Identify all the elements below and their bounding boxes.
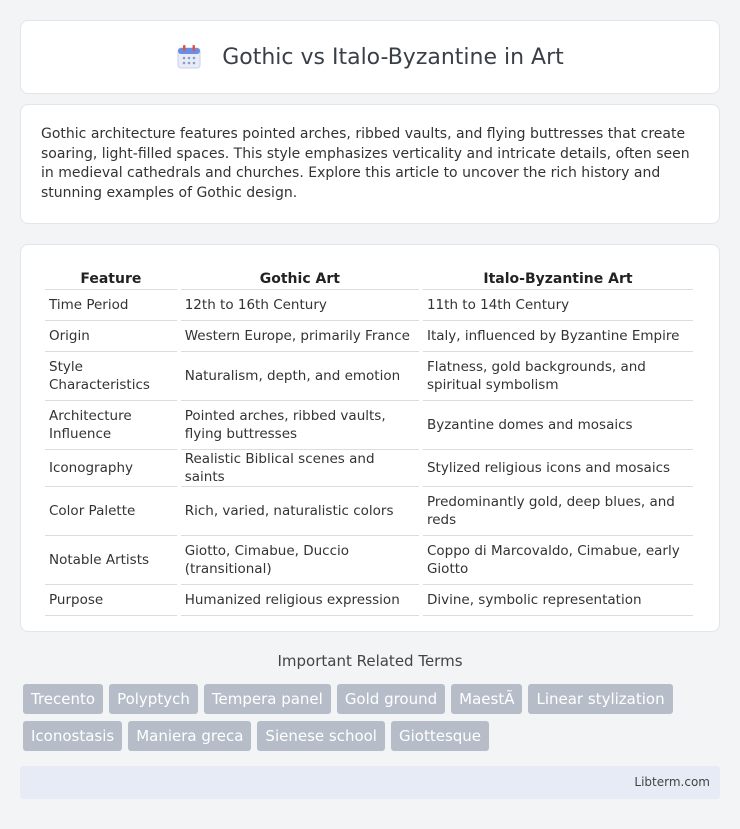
header-card bbox=[20, 20, 720, 94]
related-term-tag[interactable]: Linear stylization bbox=[528, 684, 672, 714]
table-cell: Stylized religious icons and mosaics bbox=[423, 450, 693, 487]
table-cell: Italy, influenced by Byzantine Empire bbox=[423, 321, 693, 352]
table-row bbox=[45, 536, 693, 585]
related-term-tag[interactable]: MaestÃ bbox=[451, 684, 522, 714]
table-row bbox=[45, 585, 693, 616]
table-cell: Color Palette bbox=[45, 487, 177, 536]
table-cell: Rich, varied, naturalistic colors bbox=[181, 487, 419, 536]
table-cell: Time Period bbox=[45, 290, 177, 321]
table-cell: 12th to 16th Century bbox=[181, 290, 419, 321]
related-term-tag[interactable]: Polyptych bbox=[109, 684, 198, 714]
related-term-tag[interactable]: Trecento bbox=[23, 684, 103, 714]
table-cell: Coppo di Marcovaldo, Cimabue, early Giotto bbox=[423, 536, 693, 585]
table-row bbox=[45, 487, 693, 536]
table-row bbox=[45, 352, 693, 401]
table-header-row bbox=[45, 265, 693, 290]
table-cell: Pointed arches, ribbed vaults, flying buttresses bbox=[181, 401, 419, 450]
table-cell: Predominantly gold, deep blues, and reds bbox=[423, 487, 693, 536]
table-cell: Style Characteristics bbox=[45, 352, 177, 401]
table-cell: Flatness, gold backgrounds, and spiritual symbolism bbox=[423, 352, 693, 401]
table-cell: Byzantine domes and mosaics bbox=[423, 401, 693, 450]
related-terms-list bbox=[23, 684, 723, 751]
table-row bbox=[45, 401, 693, 450]
table-cell: Naturalism, depth, and emotion bbox=[181, 352, 419, 401]
related-term-tag[interactable]: Gold ground bbox=[337, 684, 445, 714]
table-cell: Architecture Influence bbox=[45, 401, 177, 450]
page-title: Gothic vs Italo-Byzantine in Art bbox=[222, 44, 564, 70]
comparison-table-card bbox=[20, 244, 720, 632]
related-term-tag[interactable]: Tempera panel bbox=[204, 684, 331, 714]
footer-site-link[interactable]: Libterm.com bbox=[634, 775, 710, 789]
intro-text: Gothic architecture features pointed arches, ribbed vaults, and flying buttresses that create soaring, light-filled spaces. This style emphasizes verticality and intricate details, often seen in medieval cathedrals and churches. Explore this article to uncover the rich history and stunning examples of Gothic design. bbox=[41, 126, 690, 201]
related-term-tag[interactable]: Maniera greca bbox=[128, 721, 251, 751]
table-cell: Realistic Biblical scenes and saints bbox=[181, 450, 419, 487]
table-row bbox=[45, 290, 693, 321]
comparison-table bbox=[41, 265, 697, 616]
table-cell: Iconography bbox=[45, 450, 177, 487]
header-feature: Feature bbox=[45, 265, 177, 290]
header-italo-byzantine: Italo-Byzantine Art bbox=[423, 265, 693, 290]
table-cell: Giotto, Cimabue, Duccio (transitional) bbox=[181, 536, 419, 585]
related-term-tag[interactable]: Giottesque bbox=[391, 721, 489, 751]
footer bbox=[20, 766, 720, 799]
table-cell: Origin bbox=[45, 321, 177, 352]
table-cell: Purpose bbox=[45, 585, 177, 616]
table-cell: Humanized religious expression bbox=[181, 585, 419, 616]
table-cell: Notable Artists bbox=[45, 536, 177, 585]
table-cell: Western Europe, primarily France bbox=[181, 321, 419, 352]
table-cell: 11th to 14th Century bbox=[423, 290, 693, 321]
related-term-tag[interactable]: Iconostasis bbox=[23, 721, 122, 751]
table-row bbox=[45, 321, 693, 352]
table-row bbox=[45, 450, 693, 487]
related-term-tag[interactable]: Sienese school bbox=[257, 721, 385, 751]
calendar-icon bbox=[176, 44, 202, 70]
intro-card bbox=[20, 104, 720, 224]
related-terms-title: Important Related Terms bbox=[277, 652, 463, 670]
table-cell: Divine, symbolic representation bbox=[423, 585, 693, 616]
header-gothic: Gothic Art bbox=[181, 265, 419, 290]
